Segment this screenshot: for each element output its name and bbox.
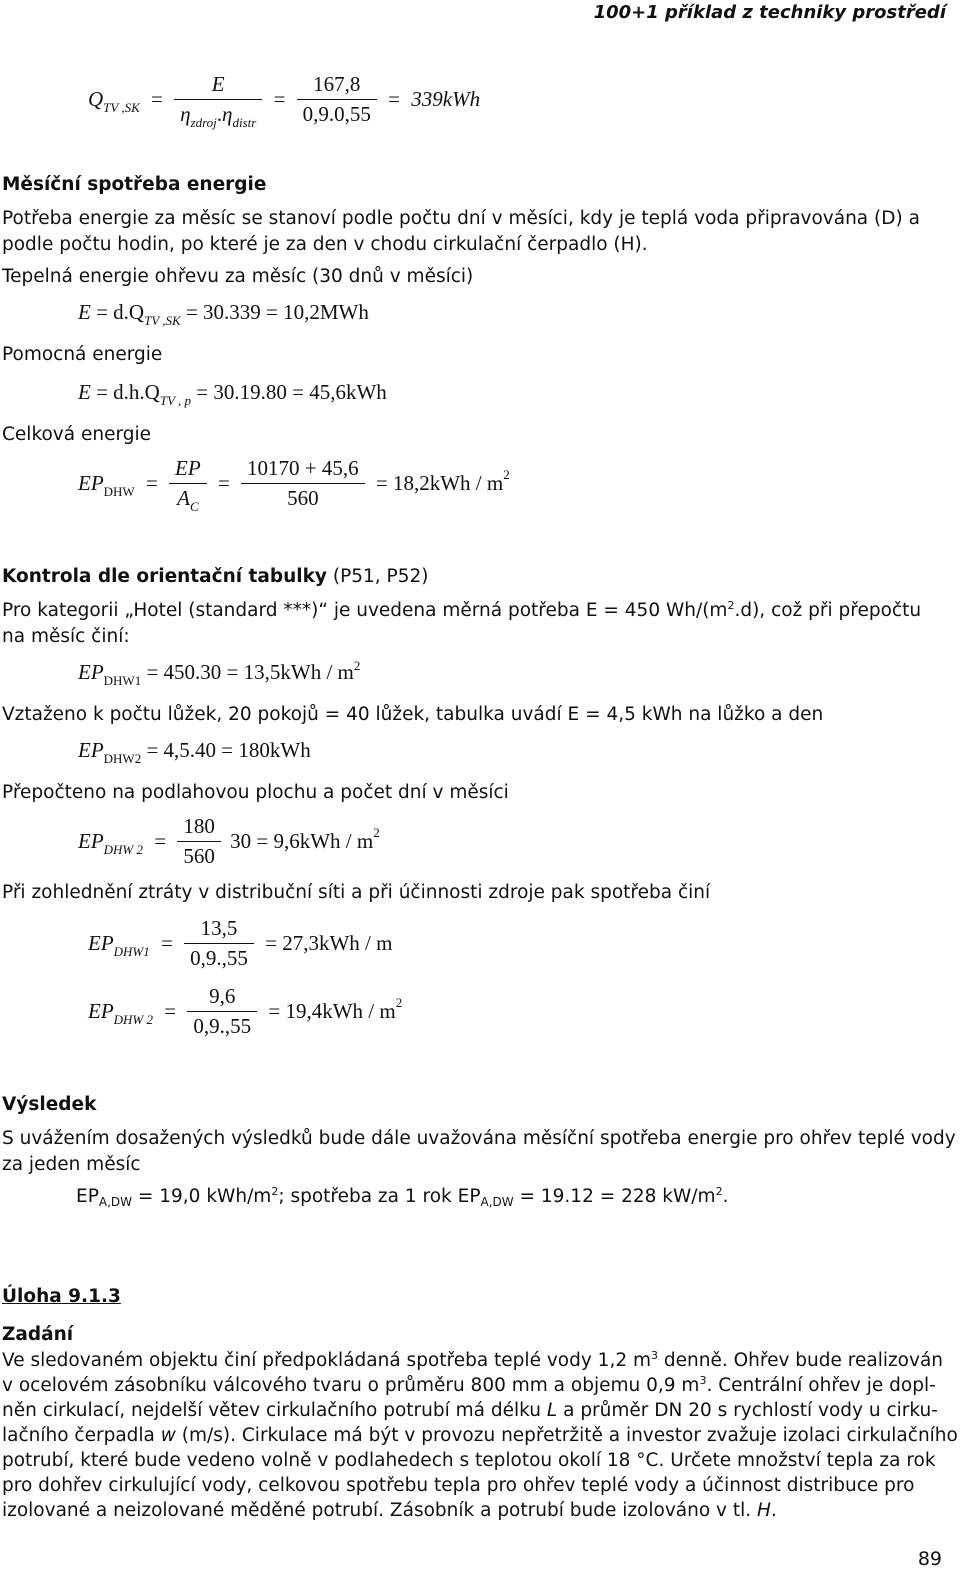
equation-ep-dhw1: $EP_{DHW1} = 450.30 = 13,5kWh / m^2$ <box>78 658 361 688</box>
task-line-4: lačního čerpadla w (m/s). Cirkulace má být v provozu nepřetržitě a investor zvažuje izolaci cirkulačního <box>2 1425 958 1446</box>
task-title: Úloha 9.1.3 <box>2 1286 121 1307</box>
equation-e-monthly: $E = d.Q_{TV ,SK} = 30.339 = 10,2MWh$ <box>78 300 369 328</box>
label-total-energy: Celková energie <box>2 424 152 445</box>
equation-q-tv-sk: $Q_{TV ,SK}$ = $\frac{E}{\eta_{zdroj}.\eta_{distr}}$ = $\frac{167,8}{0,9.0,55}$ = 339kWh <box>88 72 481 130</box>
paragraph-line: za jeden měsíc <box>2 1154 141 1175</box>
section-heading-monthly: Měsíční spotřeba energie <box>2 174 267 195</box>
paragraph-line: Tepelná energie ohřevu za měsíc (30 dnů v měsíci) <box>2 266 474 287</box>
task-subheading: Zadání <box>2 1324 74 1345</box>
paragraph-line: Vztaženo k počtu lůžek, 20 pokojů = 40 lůžek, tabulka uvádí E = 4,5 kWh na lůžko a den <box>2 704 824 725</box>
paragraph-line: Přepočteno na podlahovou plochu a počet dní v měsíci <box>2 782 509 803</box>
equation-ep-dhw2-area: $EP_{DHW 2}$ = $\frac{180}{560}$ $30 = 9,6kWh / m^2$ <box>78 814 380 868</box>
equation-ep-dhw1-final: $EP_{DHW1}$ = $\frac{13,5}{0,9.,55}$ = 27,3kWh / m <box>88 916 393 970</box>
section-heading-check: Kontrola dle orientační tabulky (P51, P52) <box>2 566 429 587</box>
page-header-title: 100+1 příklad z techniky prostředí <box>593 2 946 23</box>
task-line-1: Ve sledovaném objektu činí předpokládaná spotřeba teplé vody 1,2 $m^3$ denně. Ohřev bude realizován <box>2 1349 944 1371</box>
equation-ep-dhw: $EP_{DHW}$ = $\frac{EP}{A_C}$ = $\frac{10170 + 45,6}{560}$ = $18,2kWh / m^2$ <box>78 456 510 514</box>
paragraph-line: Při zohlednění ztráty v distribuční síti a při účinnosti zdroje pak spotřeba činí <box>2 882 711 903</box>
task-line-3: něn cirkulací, nejdelší větev cirkulačního potrubí má délku L a průměr DN 20 s rychlostí vody u cirku- <box>2 1400 938 1421</box>
task-line-6: pro dohřev cirkulující vody, celkovou spotřebu tepla pro ohřev teplé vody a účinnost distribuce pro <box>2 1475 915 1496</box>
paragraph-line: S uvážením dosažených výsledků bude dále uvažována měsíční spotřeba energie pro ohřev teplé vody <box>2 1128 956 1149</box>
paragraph-line: na měsíc činí: <box>2 626 130 647</box>
paragraph-line: Pro kategorii „Hotel (standard ***)“ je uvedena měrná potřeba E = 450 $Wh/(m^2.d)$, což při přepočtu <box>2 599 922 621</box>
equation-ep-dhw2: $EP_{DHW2} = 4,5.40 = 180kWh$ <box>78 738 311 766</box>
equation-e-auxiliary: $E = d.h.Q_{TV , p} = 30.19.80 = 45,6kWh$ <box>78 380 387 408</box>
label-auxiliary-energy: Pomocná energie <box>2 344 163 365</box>
paragraph-line: podle počtu hodin, po které je za den v chodu cirkulační čerpadlo (H). <box>2 234 648 255</box>
equation-ep-dhw2-final: $EP_{DHW 2}$ = $\frac{9,6}{0,9.,55}$ = $19,4kWh / m^2$ <box>88 984 403 1038</box>
page-number: 89 <box>917 1548 942 1570</box>
result-formula: $EP_{A,DW} = 19,0$ kWh/$m^2$; spotřeba za 1 rok $EP_{A,DW} = 19.12 = 228$ $kW/m^2$. <box>76 1185 729 1209</box>
section-heading-result: Výsledek <box>2 1094 97 1115</box>
task-line-7: izolované a neizolované měděné potrubí. Zásobník a potrubí bude izolováno v tl. H. <box>2 1500 777 1521</box>
paragraph-line: Potřeba energie za měsíc se stanoví podle počtu dní v měsíci, kdy je teplá voda připravována (D) a <box>2 208 920 229</box>
task-line-2: v ocelovém zásobníku válcového tvaru o průměru 800 mm a objemu 0,9 $m^3$. Centrální ohřev je dopl- <box>2 1374 936 1396</box>
task-line-5: potrubí, které bude vedeno volně v podlahedech s teplotou okolí 18 °C. Určete množství tepla za rok <box>2 1450 936 1471</box>
